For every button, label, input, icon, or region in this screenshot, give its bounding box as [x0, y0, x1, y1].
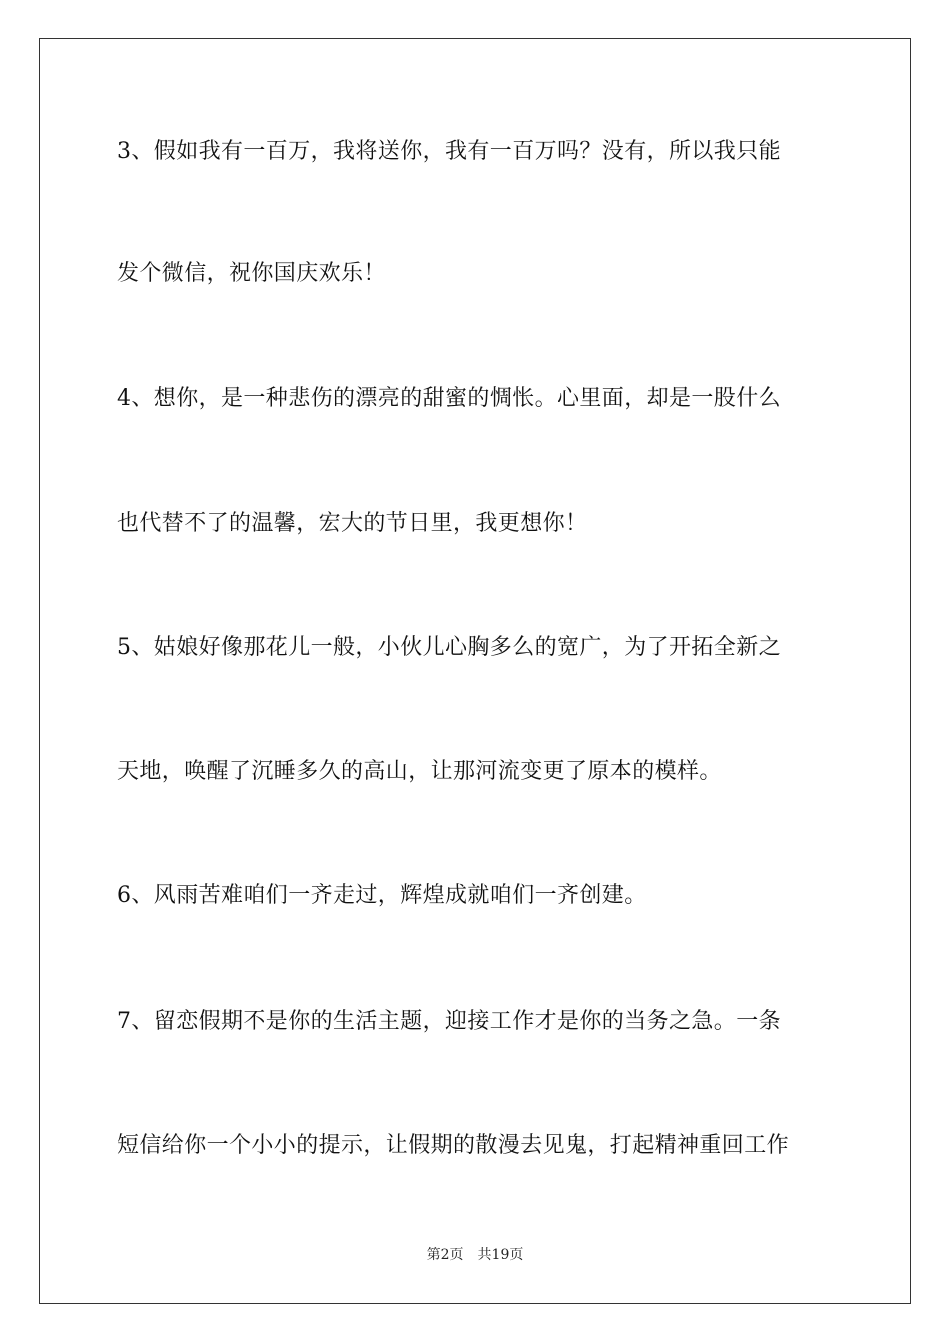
text-line: 3、假如我有一百万，我将送你，我有一百万吗？没有，所以我只能: [117, 139, 781, 164]
text-line: 5、姑娘好像那花儿一般，小伙儿心胸多么的宽广，为了开拓全新之: [117, 635, 781, 660]
page-number: 第2页: [426, 1247, 464, 1263]
text-line: 短信给你一个小小的提示，让假期的散漫去见鬼，打起精神重回工作: [117, 1133, 790, 1158]
text-line: 4、想你，是一种悲伤的漂亮的甜蜜的惆怅。心里面，却是一股什么: [117, 386, 781, 411]
page-footer: [0, 1246, 950, 1264]
text-line: 也代替不了的温馨，宏大的节日里，我更想你！: [117, 511, 588, 536]
page-frame: [39, 38, 911, 1304]
text-line: 6、风雨苦难咱们一齐走过，辉煌成就咱们一齐创建。: [117, 883, 647, 908]
page-total: 共19页: [477, 1247, 524, 1263]
text-line: 7、留恋假期不是你的生活主题，迎接工作才是你的当务之急。一条: [117, 1009, 781, 1034]
text-line: 天地，唤醒了沉睡多久的高山，让那河流变更了原本的模样。: [117, 759, 722, 784]
text-line: 发个微信，祝你国庆欢乐！: [117, 261, 386, 286]
